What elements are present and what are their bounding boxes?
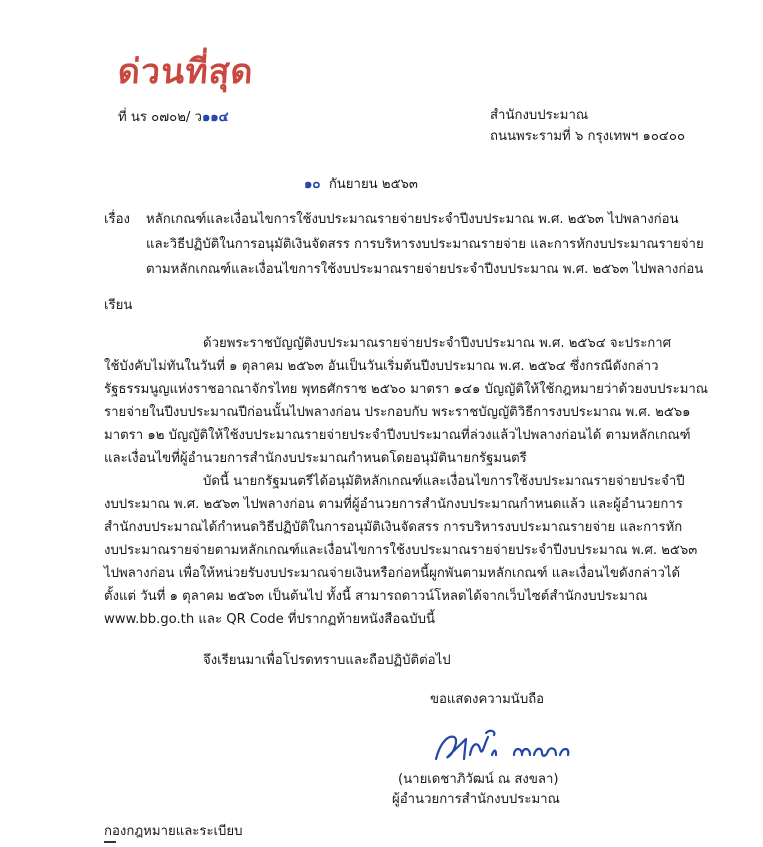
subject-line-1: หลักเกณฑ์และเงื่อนไขการใช้งบประมาณรายจ่ายประจำปีงบประมาณ พ.ศ. ๒๕๖๓ ไปพลางก่อน xyxy=(146,212,679,227)
date-month-year: กันยายน ๒๕๖๓ xyxy=(328,177,418,192)
reference-handwritten-number: ๑๑๔ xyxy=(201,110,229,125)
subject-line-2: และวิธีปฏิบัติในการอนุมัติเงินจัดสรร การบริหารงบประมาณรายจ่าย และการหักงบประมาณรายจ่าย xyxy=(146,237,704,252)
reference-prefix: ที่ นร ๐๗๐๒/ ว xyxy=(118,110,202,125)
signatory-name: (นายเดชาภิวัฒน์ ณ สงขลา) xyxy=(398,772,559,787)
paragraph1-line-1: ด้วยพระราชบัญญัติงบประมาณรายจ่ายประจำปีงบประมาณ พ.ศ. ๒๕๖๔ จะประกาศ xyxy=(203,336,672,351)
paragraph1-line-3: รัฐธรรมนูญแห่งราชอาณาจักรไทย พุทธศักราช ๒๕๖๐ มาตรา ๑๔๑ บัญญัติให้ใช้กฎหมายว่าด้วยงบประมาณ xyxy=(104,382,709,397)
office-address: ถนนพระรามที่ ๖ กรุงเทพฯ ๑๐๔๐๐ xyxy=(490,129,685,144)
date-day-handwritten: ๑๐ xyxy=(304,177,321,192)
paragraph2-line-5: ไปพลางก่อน เพื่อให้หน่วยรับงบประมาณจ่ายเงินหรือก่อหนี้ผูกพันตามหลักเกณฑ์ และเงื่อนไขดังกล่าวได้ xyxy=(104,566,681,581)
subject-label: เรื่อง xyxy=(104,212,130,227)
paragraph2-line-2: งบประมาณ พ.ศ. ๒๕๖๓ ไปพลางก่อน ตามที่ผู้อำนวยการสำนักงบประมาณกำหนดแล้ว และผู้อำนวยการ xyxy=(104,497,683,512)
reference-number xyxy=(118,109,229,127)
subject-line-3: ตามหลักเกณฑ์และเงื่อนไขการใช้งบประมาณรายจ่ายประจำปีงบประมาณ พ.ศ. ๒๕๖๓ ไปพลางก่อน xyxy=(146,262,704,277)
issuing-division: กองกฎหมายและระเบียบ xyxy=(104,824,243,839)
paragraph1-line-6: และเงื่อนไขที่ผู้อำนวยการสำนักงบประมาณกำหนดโดยอนุมัตินายกรัฐมนตรี xyxy=(104,451,527,466)
respect-phrase: ขอแสดงความนับถือ xyxy=(430,692,545,707)
paragraph1-line-5: มาตรา ๑๒ บัญญัติให้ใช้งบประมาณรายจ่ายประจำปีงบประมาณที่ล่วงแล้วไปพลางก่อนได้ ตามหลักเกณฑ์ xyxy=(104,428,691,443)
paragraph2-line-4: งบประมาณรายจ่ายตามหลักเกณฑ์และเงื่อนไขการใช้งบประมาณรายจ่ายประจำปีงบประมาณ พ.ศ. ๒๕๖๓ xyxy=(104,543,698,558)
paragraph1-line-2: ใช้บังคับไม่ทันในวันที่ ๑ ตุลาคม ๒๕๖๓ อันเป็นวันเริ่มต้นปีงบประมาณ พ.ศ. ๒๕๖๔ ซึ่งกรณีดังกล่าว xyxy=(104,359,659,374)
cut-off-text-mark xyxy=(104,841,116,846)
urgency-stamp: ด่วนที่สุด xyxy=(116,52,256,92)
office-name: สำนักงบประมาณ xyxy=(490,108,589,123)
paragraph2-line-6: ตั้งแต่ วันที่ ๑ ตุลาคม ๒๕๖๓ เป็นต้นไป ทั้งนี้ สามารถดาวน์โหลดได้จากเว็บไซต์สำนักงบประมาณ xyxy=(104,589,648,604)
closing-sentence: จึงเรียนมาเพื่อโปรดทราบและถือปฏิบัติต่อไป xyxy=(203,653,451,668)
paragraph1-line-4: รายจ่ายในปีงบประมาณปีก่อนนั้นไปพลางก่อน ประกอบกับ พระราชบัญญัติวิธีการงบประมาณ พ.ศ. ๒๕๖๑ xyxy=(104,405,691,420)
paragraph2-line-3: สำนักงบประมาณได้กำหนดวิธีปฏิบัติในการอนุมัติเงินจัดสรร การบริหารงบประมาณรายจ่าย และการหัก xyxy=(104,520,683,535)
paragraph2-line-7: www.bb.go.th และ QR Code ที่ปรากฏท้ายหนังสือฉบับนี้ xyxy=(104,612,436,627)
signatory-title: ผู้อำนวยการสำนักงบประมาณ xyxy=(392,792,560,807)
salutation: เรียน xyxy=(104,298,133,313)
letter-date xyxy=(304,176,418,194)
paragraph2-line-1: บัดนี้ นายกรัฐมนตรีได้อนุมัติหลักเกณฑ์และเงื่อนไขการใช้งบประมาณรายจ่ายประจำปี xyxy=(203,474,685,489)
handwritten-signature xyxy=(430,725,580,769)
